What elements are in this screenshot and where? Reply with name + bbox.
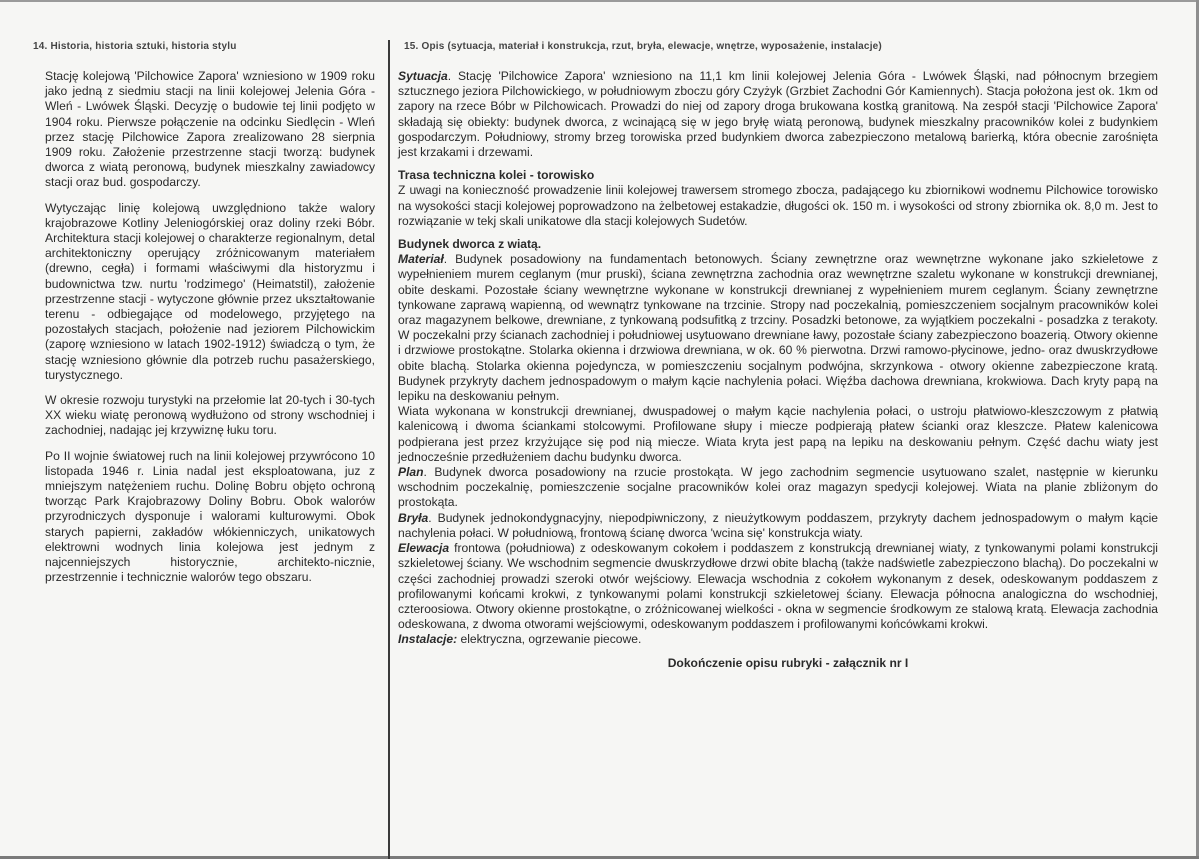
elevation-label: Elewacja xyxy=(398,541,450,556)
situation-label: Sytuacja xyxy=(398,69,448,83)
material-text: . Budynek posadowiony na fundamentach betonowych. Ściany zewnętrzne oraz wewnętrzne wykonane jako szkieletowe z wypełnieniem murem ceglanym (mur pruski), ściana zewnętrzna zachodnia oraz wewnętrzne szaletu wykonane w konstrukcji drewnianej, obite deskami. Pozostałe ściany wewnętrzne wykonane w konstrukcji drewnianej z wypełnieniem murem ceglanym. Ściany zewnętrzne tynkowane zaprawą wapienną, od wewnątrz tynkowane na trzcinie. Stropy nad poczekalnią, pomieszczeniem socjalnym pracowników kolei oraz magazynem belkowe, drewniane, z tynkowaną podsufitką z trzciny. Posadzki betonowe, za wyjątkiem poczekalni - posadzka z terakoty. W poczekalni przy ścianach zachodniej i południowej usytuowano drewniane ławy, pozostałe ściany zabezpieczono boazerią. Otwory okienne i drzwiowe prostokątne. Stolarka okienna i drzwiowa drewniana, w ok. 60 % pierwotna. Drzwi ramowo-płycinowe, jedno- oraz dwuskrzydłowe obite blachą. Stolarka okienna pojedyncza, w pomieszczeniu socjalnym podwójna, skrzynkowa - otwory okienne zabezpieczone kratą. Budynek przykryty dachem jednospadowym o małym kącie nachylenia połaci. Więźba dachowa drewniana, krokwiowa. Dach kryty papą na lepiku na deskowaniu pełnym. xyxy=(398,252,1158,404)
track-heading: Trasa techniczna kolei - torowisko xyxy=(398,168,595,183)
situation-block xyxy=(398,69,1158,160)
history-paragraph: W okresie rozwoju turystyki na przełomie lat 20-tych i 30-tych XX wieku wiatę peronową wydłużono od strony wschodniej i zachodniej, nadając jej krzywiznę łuku toru. xyxy=(45,393,375,438)
material-label: Materiał xyxy=(398,252,444,267)
plan-text: . Budynek dworca posadowiony na rzucie prostokąta. W jego zachodnim segmencie usytuowano szalet, następnie w kierunku wschodnim poczekalnię, pomieszczenie socjalne pracowników kolei oraz magazyn spedycji kolejowej. Wiata na planie zbliżonym do prostokąta. xyxy=(398,465,1158,510)
history-column xyxy=(45,69,375,596)
massing-label: Bryła xyxy=(398,510,429,525)
section-15-heading: 15. Opis (sytuacja, materiał i konstrukcja, rzut, bryła, elewacje, wnętrze, wyposażenie, instalacje) xyxy=(404,41,882,52)
continuation-note: Dokończenie opisu rubryki - załącznik nr I xyxy=(667,655,909,670)
history-paragraph: Stację kolejową 'Pilchowice Zapora' wzniesiono w 1909 roku jako jedną z siedmiu stacji na linii kolejowej Jelenia Góra - Wleń - Lwówek Śląski. Decyzję o budowie tej linii podjęto w 1904 roku. Pierwsze połączenie na odcinku Siedlęcin - Wleń przez stację Pilchowice Zapora zrealizowano 28 sierpnia 1909 roku. Założenie przestrzenne stacji tworzą: budynek dworca z wiatą peronową, budynek mieszkalny zawiadowcy stacji oraz bud. gospodarczy. xyxy=(45,69,375,190)
column-divider xyxy=(388,40,390,859)
history-paragraph: Wytyczając linię kolejową uwzględniono także walory krajobrazowe Kotliny Jeleniogórskiej oraz doliny rzeki Bóbr. Architektura stacji kolejowej o charakterze regionalnym, detal architektoniczny operujący zróżnicowanym materiałem (drewno, cegła) i formami właściwymi dla historyzmu i budownictwa tzw. nurtu 'rodzimego' (Heimatstil), założenie przestrzenne stacji - wytyczone głównie przez ukształtowanie terenu - odbiegające od modelowego, przyjętego na pozostałych stacjach, położenie nad jeziorem Pilchowickim (zaporę wzniesiono w latach 1902-1912) świadczą o tym, że stację wzniesiono głównie dla potrzeb ruchu pasażerskiego, turystycznego. xyxy=(45,200,375,382)
massing-text: . Budynek jednokondygnacyjny, niepodpiwniczony, z nieużytkowym poddaszem, przykryty dachem jednospadowym o małym kącie nachylenia połaci. W południową, frontową ścianę dworca 'wcina się' konstrukcja wiaty. xyxy=(398,510,1158,540)
description-column xyxy=(398,69,1158,671)
building-block xyxy=(398,237,1158,647)
situation-text: . Stację 'Pilchowice Zapora' wzniesiono na 11,1 km linii kolejowej Jelenia Góra - Lwówek Śląski, nad północnym brzegiem sztucznego jeziora Pilchowickiego, w południowym zboczu góry Czyżyk (Grzbiet Zachodni Gór Kamiennych). Stacja położona jest ok. 1km od zapory na rzece Bóbr w Pilchowicach. Prowadzi do niej od zapory droga brukowana kostką granitową. Na zespół stacji 'Pilchowice Zapora' składają się obiekty: budynek dworca, z wcinającą się w jego bryłę wiatą peronową, budynek mieszkalny pracowników kolei z budynkiem gospodarczym. Południowy, stromy brzeg torowiska przed budynkiem dworca zabezpieczono metalową barierką, która obecnie zarośnięta jest krzakami i drzewami. xyxy=(398,69,1158,160)
elevation-text: frontowa (południowa) z odeskowanym cokołem i poddaszem z konstrukcją drewnianej wiaty, z tynkowanymi polami konstrukcji szkieletowej ściany. We wschodnim segmencie dwuskrzydłowe drzwi obite blachą (także nadświetle zabezpieczono blachą). Do poczekalni w części zachodniej prowadzi szeroki otwór wejściowy. Elewacja wschodnia z cokołem wykonanym z desek, odeskowanym poddaszem z profilowanymi końcami krokwi, z tynkowanymi polami konstrukcji szkieletowej ściany. Elewacja północna analogiczna do wschodniej, czteroosiowa. Otwory okienne prostokątne, o zróżnicowanej wielkości - okna w segmencie środkowym ze stalową kratą. Elewacja zachodnia odeskowana, z dwoma otworami wejściowymi, odeskowanym poddaszem i profilowanymi końcówkami krokwi. xyxy=(398,541,1158,632)
installations-text: elektryczna, ogrzewanie piecowe. xyxy=(457,632,642,647)
track-block xyxy=(398,168,1158,229)
installations-label: Instalacje: xyxy=(398,632,458,647)
track-text: Z uwagi na konieczność prowadzenie linii kolejowej trawersem stromego zbocza, padającego ku zbiornikowi wodnemu Pilchowice torowisko na wysokości stacji kolejowej poprowadzono na żelbetowej estakadzie, długości ok. 150 m. i wysokości od strony zbiornika ok. 8,0 m. Jest to rozwiązanie w tekj skali unikatowe dla stacji kolejowych Sudetów. xyxy=(398,183,1158,228)
shelter-text: Wiata wykonana w konstrukcji drewnianej, dwuspadowej o małym kącie nachylenia połaci, o ustroju płatwiowo-kleszczowym z płatwią kalenicową i dwoma ściankami stolcowymi. Profilowane słupy i miecze podpierają płatew ścianki oraz kleszcze. Płatew kalenicowa podpierana jest przez krzyżujące się pod nią miecze. Wiata kryta jest papą na lepiku na deskowaniu pełnym. Część dachu wiaty jest jednocześnie przedłużeniem dachu budynku dworca. xyxy=(398,404,1158,464)
top-border xyxy=(0,0,1199,2)
history-paragraph: Po II wojnie światowej ruch na linii kolejowej przywrócono 10 listopada 1946 r. Linia nadal jest eksploatowana, juz z mniejszym natężeniem ruchu. Dolinę Bobru objęto ochroną tworząc Park Krajobrazowy Doliny Bobru. Obok walorów przyrodniczych dysponuje i walorami kulturowymi. Obok starych papierni, zakładów włókienniczych, unikatowych elektrowni wodnych linia kolejowa jest jednym z najcenniejszych historycznie, architekto-nicznie, przestrzennie i technicznie walorów tego obszaru. xyxy=(45,448,375,585)
section-14-heading: 14. Historia, historia sztuki, historia stylu xyxy=(33,41,237,52)
plan-label: Plan xyxy=(398,465,424,480)
building-heading: Budynek dworca z wiatą. xyxy=(398,237,542,252)
